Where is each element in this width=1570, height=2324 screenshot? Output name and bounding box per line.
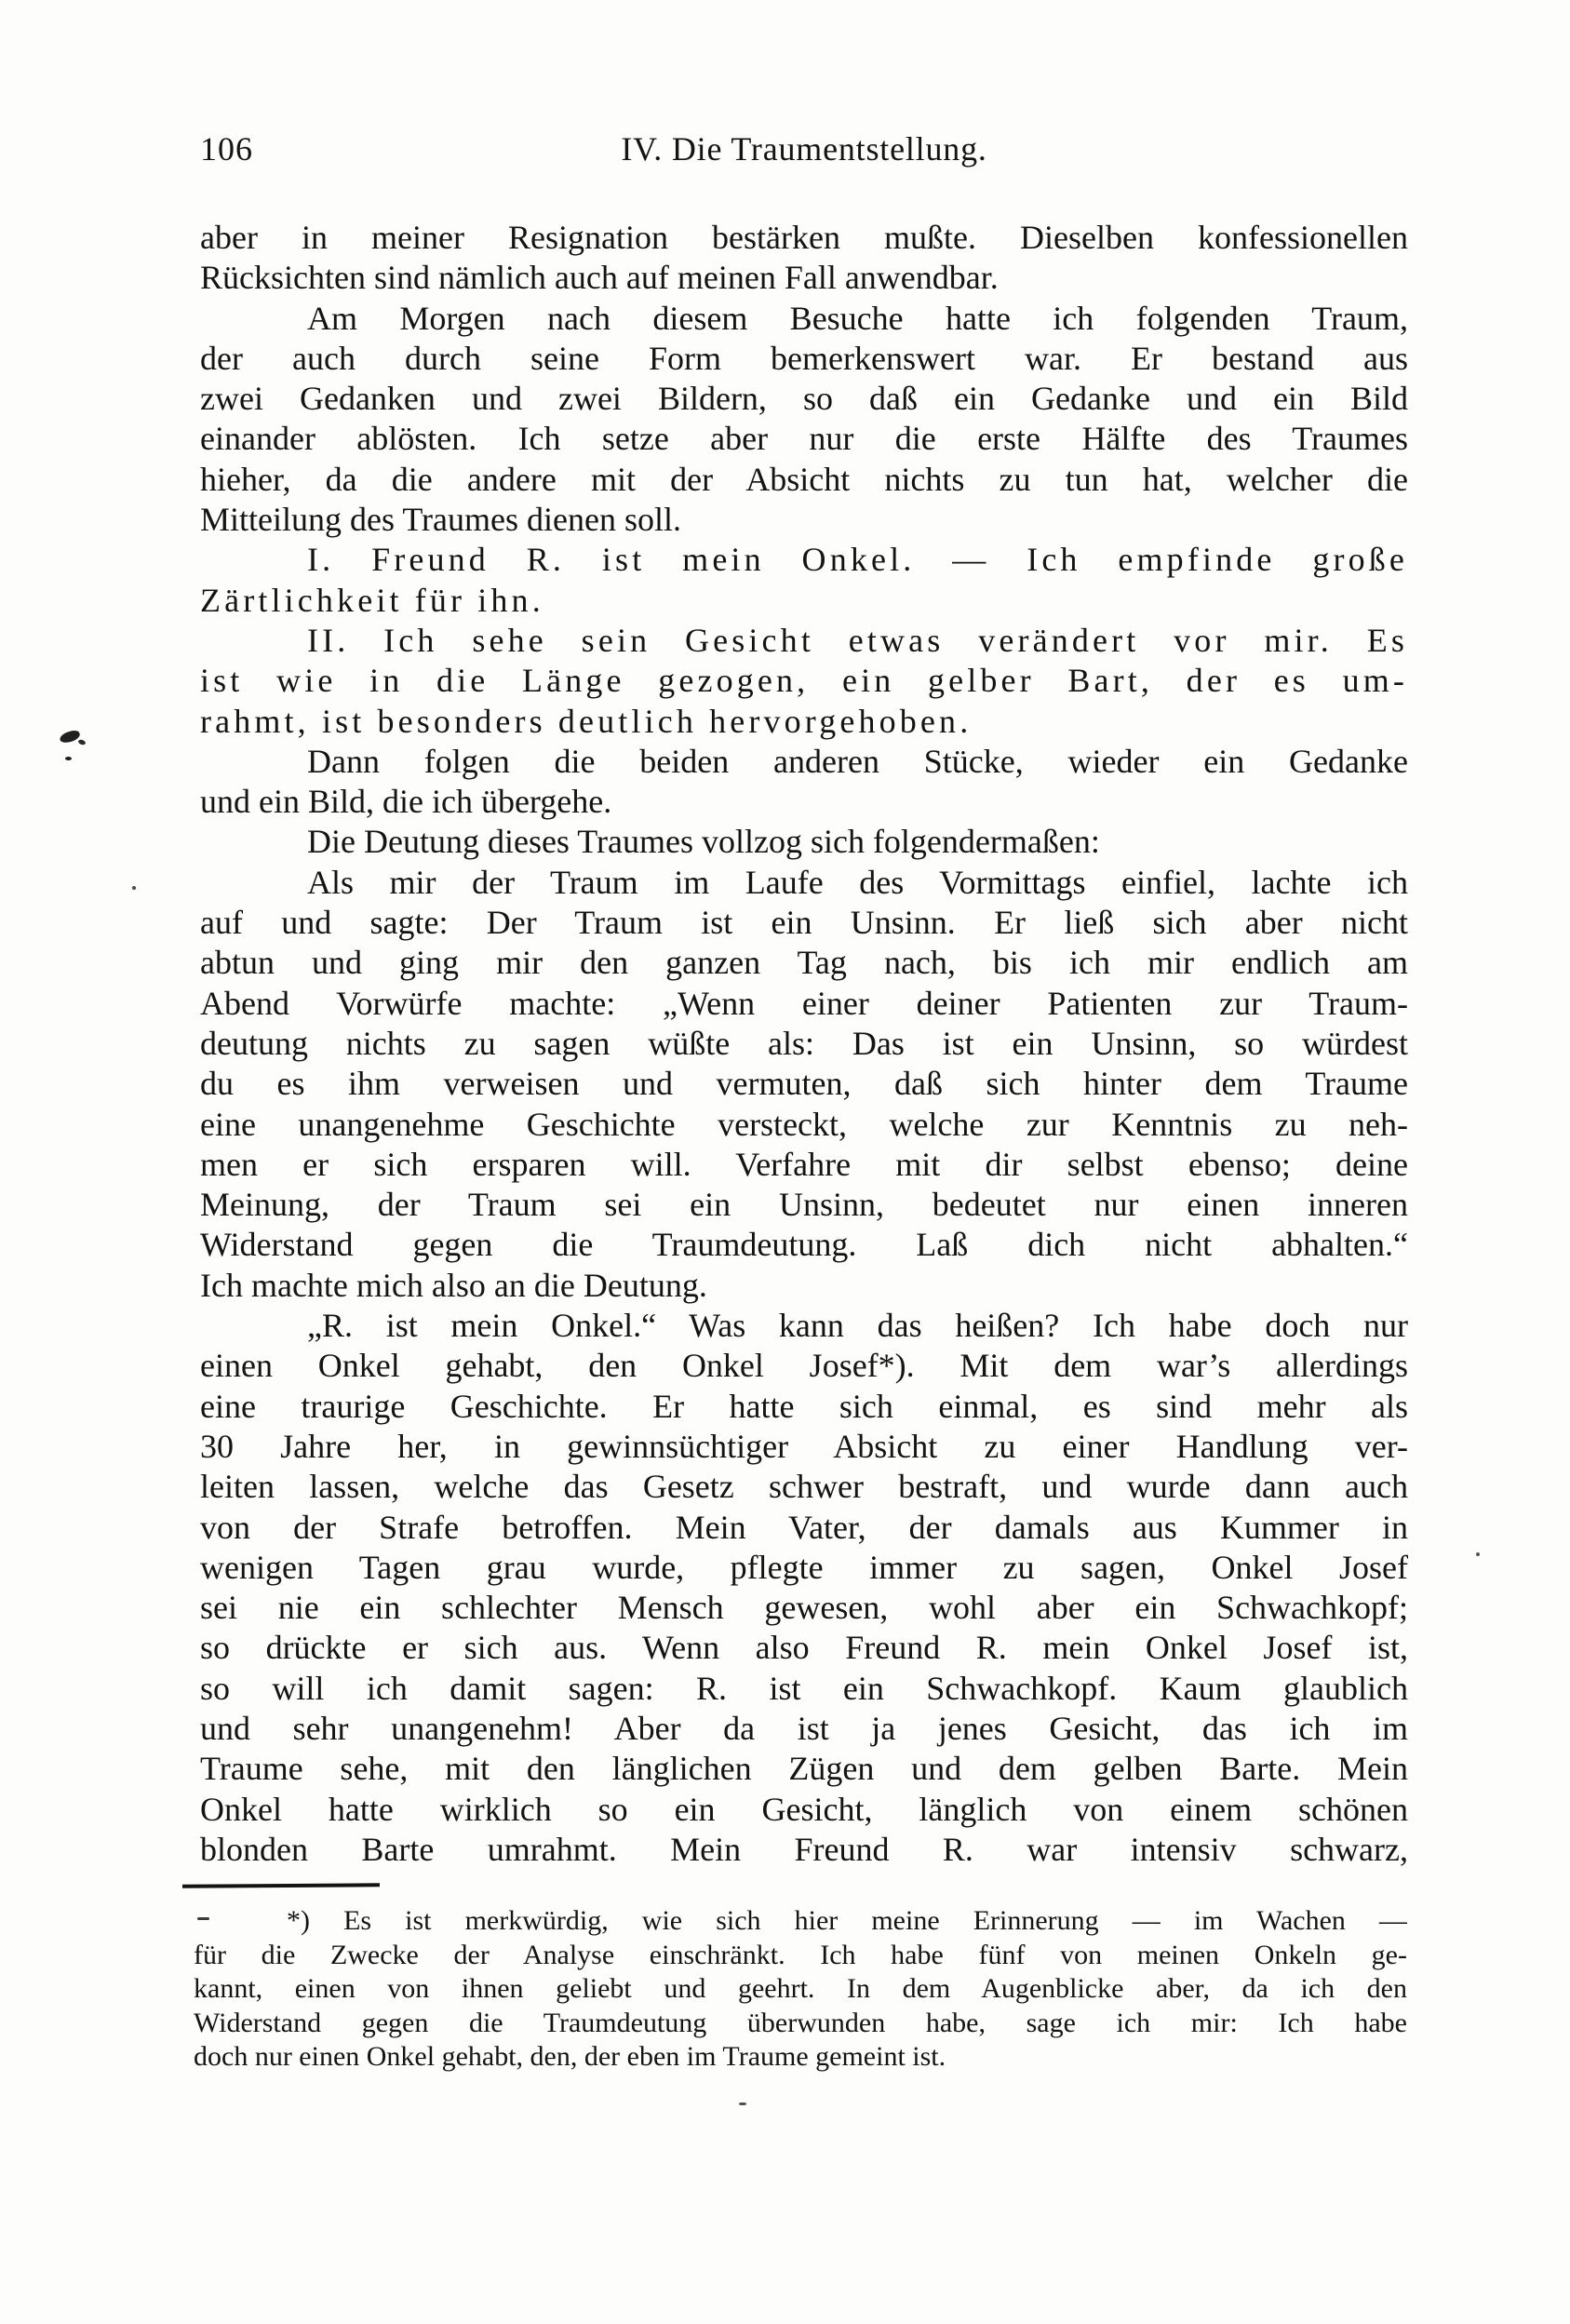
text-line: I. Freund R. ist mein Onkel. — Ich empfinde große <box>307 541 1408 579</box>
footnote-line: *) Es ist merkwürdig, wie sich hier meine Erinnerung — im Wachen — <box>287 1905 1407 1936</box>
text-line: und ein Bild, die ich übergehe. <box>200 783 612 821</box>
footnote-separator <box>182 1883 380 1887</box>
margin-ink-dot <box>65 757 72 760</box>
text-line: zwei Gedanken und zwei Bildern, so daß ein Gedanke und ein Bild <box>200 380 1408 418</box>
text-line: der auch durch seine Form bemerkenswert war. Er bestand aus <box>200 339 1408 377</box>
text-line: so will ich damit sagen: R. ist ein Schwachkopf. Kaum glaublich <box>200 1669 1408 1707</box>
text-line: Dann folgen die beiden anderen Stücke, wieder ein Gedanke <box>307 742 1408 780</box>
body-text <box>200 218 1408 1870</box>
text-line: Mitteilung des Traumes dienen soll. <box>200 501 681 539</box>
text-line: hieher, da die andere mit der Absicht nichts zu tun hat, welcher die <box>200 460 1408 498</box>
chapter-title: IV. Die Traumentstellung. <box>621 130 987 168</box>
footnote-line: kannt, einen von ihnen geliebt und geehrt. In dem Augenblicke aber, da ich den <box>194 1973 1407 2005</box>
text-line: Die Deutung dieses Traumes vollzog sich folgendermaßen: <box>307 823 1100 861</box>
text-line: aber in meiner Resignation bestärken mußte. Dieselben konfessionellen <box>200 219 1408 256</box>
text-line: so drückte er sich aus. Wenn also Freund R. mein Onkel Josef ist, <box>200 1629 1408 1667</box>
text-line: du es ihm verweisen und vermuten, daß sich hinter dem Traume <box>200 1065 1408 1103</box>
text-line: von der Strafe betroffen. Mein Vater, der damals aus Kummer in <box>200 1508 1408 1546</box>
text-line: blonden Barte umrahmt. Mein Freund R. war intensiv schwarz, <box>200 1830 1408 1868</box>
running-head <box>200 128 1408 169</box>
text-line: ist wie in die Länge gezogen, ein gelber Bart, der es um- <box>200 662 1408 700</box>
text-line: Am Morgen nach diesem Besuche hatte ich folgenden Traum, <box>307 299 1408 337</box>
text-line: men er sich ersparen will. Verfahre mit dir selbst ebenso; deine <box>200 1145 1408 1183</box>
text-line: Als mir der Traum im Laufe des Vormittags einfiel, lachte ich <box>307 863 1408 901</box>
text-line: 30 Jahre her, in gewinnsüchtiger Absicht zu einer Handlung ver- <box>200 1427 1408 1465</box>
page-number: 106 <box>200 130 253 168</box>
ink-speck <box>739 2102 746 2105</box>
text-line: einen Onkel gehabt, den Onkel Josef*). Mit dem war’s allerdings <box>200 1347 1408 1385</box>
text-line: eine traurige Geschichte. Er hatte sich einmal, es sind mehr als <box>200 1387 1408 1425</box>
text-line: II. Ich sehe sein Gesicht etwas verändert vor mir. Es <box>307 621 1408 659</box>
text-line: sei nie ein schlechter Mensch gewesen, wohl aber ein Schwachkopf; <box>200 1589 1408 1627</box>
text-line: Rücksichten sind nämlich auch auf meinen Fall anwendbar. <box>200 259 999 297</box>
text-line: Zärtlichkeit für ihn. <box>200 581 544 619</box>
text-line: Meinung, der Traum sei ein Unsinn, bedeutet nur einen inneren <box>200 1186 1408 1224</box>
text-line: deutung nichts zu sagen wüßte als: Das ist ein Unsinn, so würdest <box>200 1024 1408 1062</box>
text-line: rahmt, ist besonders deutlich hervorgehoben. <box>200 702 973 740</box>
ink-speck <box>1476 1552 1480 1556</box>
text-line: leiten lassen, welche das Gesetz schwer bestraft, und wurde dann auch <box>200 1468 1408 1506</box>
footnote-text <box>194 1904 1407 2075</box>
text-line: Widerstand gegen die Traumdeutung. Laß dich nicht abhalten.“ <box>200 1226 1408 1264</box>
footnote-line: Widerstand gegen die Traumdeutung überwunden habe, sage ich mir: Ich habe <box>194 2007 1407 2038</box>
text-line: Onkel hatte wirklich so ein Gesicht, länglich von einem schönen <box>200 1790 1408 1828</box>
text-line: einander ablösten. Ich setze aber nur die erste Hälfte des Traumes <box>200 420 1408 458</box>
pen-dash-mark <box>197 1917 209 1920</box>
text-line: Ich machte mich also an die Deutung. <box>200 1266 707 1304</box>
text-line: wenigen Tagen grau wurde, pflegte immer zu sagen, Onkel Josef <box>200 1548 1408 1586</box>
footnote-line: für die Zwecke der Analyse einschränkt. Ich habe fünf von meinen Onkeln ge- <box>194 1939 1407 1970</box>
text-line: „R. ist mein Onkel.“ Was kann das heißen? Ich habe doch nur <box>307 1307 1408 1345</box>
ink-speck <box>132 886 136 890</box>
text-line: Traume sehe, mit den länglichen Zügen und dem gelben Barte. Mein <box>200 1750 1408 1788</box>
text-line: auf und sagte: Der Traum ist ein Unsinn. Er ließ sich aber nicht <box>200 904 1408 942</box>
text-line: Abend Vorwürfe machte: „Wenn einer deiner Patienten zur Traum- <box>200 984 1408 1022</box>
text-line: abtun und ging mir den ganzen Tag nach, bis ich mir endlich am <box>200 944 1408 982</box>
text-line: eine unangenehme Geschichte versteckt, welche zur Kenntnis zu neh- <box>200 1105 1408 1143</box>
text-line: und sehr unangenehm! Aber da ist ja jenes Gesicht, das ich im <box>200 1709 1408 1747</box>
margin-ink-mark-tail <box>77 739 86 746</box>
footnote-line: doch nur einen Onkel gehabt, den, der eben im Traume gemeint ist. <box>194 2041 946 2073</box>
